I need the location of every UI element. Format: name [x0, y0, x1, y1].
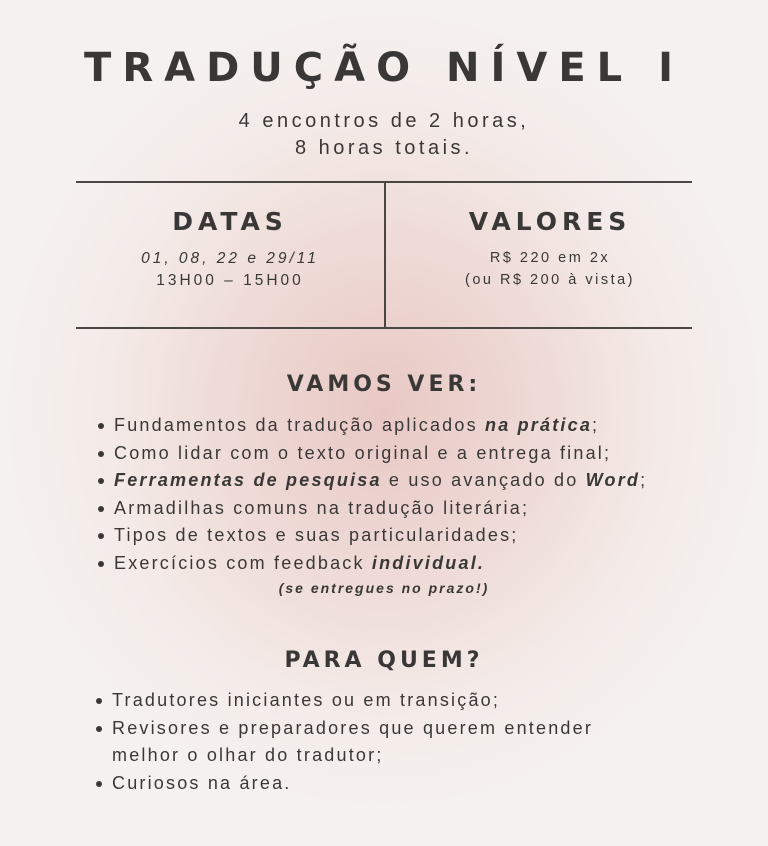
list-item: Revisores e preparadores que querem entender melhor o olhar do tradutor;	[94, 715, 593, 770]
list-item: Exercícios com feedback individual.	[96, 550, 647, 578]
summary-line-2: 8 horas totais.	[294, 137, 474, 159]
cash-price: (ou R$ 200 à vista)	[464, 272, 635, 288]
list-item: Armadilhas comuns na tradução literária;	[96, 495, 647, 523]
dates-heading: DATAS	[172, 207, 288, 236]
deadline-note: (se entregues no prazo!)	[278, 580, 490, 596]
list-item: Ferramentas de pesquisa e uso avançado do Word;	[96, 467, 647, 495]
topics-list	[96, 412, 647, 577]
page-title: TRADUÇÃO NÍVEL I	[84, 45, 684, 91]
list-item: Tipos de textos e suas particularidades;	[96, 522, 647, 550]
prices-box	[396, 205, 704, 291]
installment-price: R$ 220 em 2x	[489, 250, 611, 266]
topics-heading: VAMOS VER:	[286, 372, 482, 397]
audience-list	[94, 687, 593, 797]
list-item: Como lidar com o texto original e a entrega final;	[96, 440, 647, 468]
list-item: Tradutores iniciantes ou em transição;	[94, 687, 593, 715]
bottom-divider	[76, 327, 692, 329]
time-value: 13H00 – 15H00	[156, 272, 304, 289]
dates-box	[76, 205, 384, 292]
column-divider	[384, 182, 386, 328]
dates-value: 01, 08, 22 e 29/11	[141, 250, 319, 267]
prices-heading: VALORES	[468, 207, 632, 236]
summary-line-1: 4 encontros de 2 horas,	[238, 110, 530, 132]
audience-heading: PARA QUEM?	[284, 648, 484, 673]
course-summary	[0, 108, 768, 162]
list-item: Fundamentos da tradução aplicados na prática;	[96, 412, 647, 440]
list-item: Curiosos na área.	[94, 770, 593, 798]
